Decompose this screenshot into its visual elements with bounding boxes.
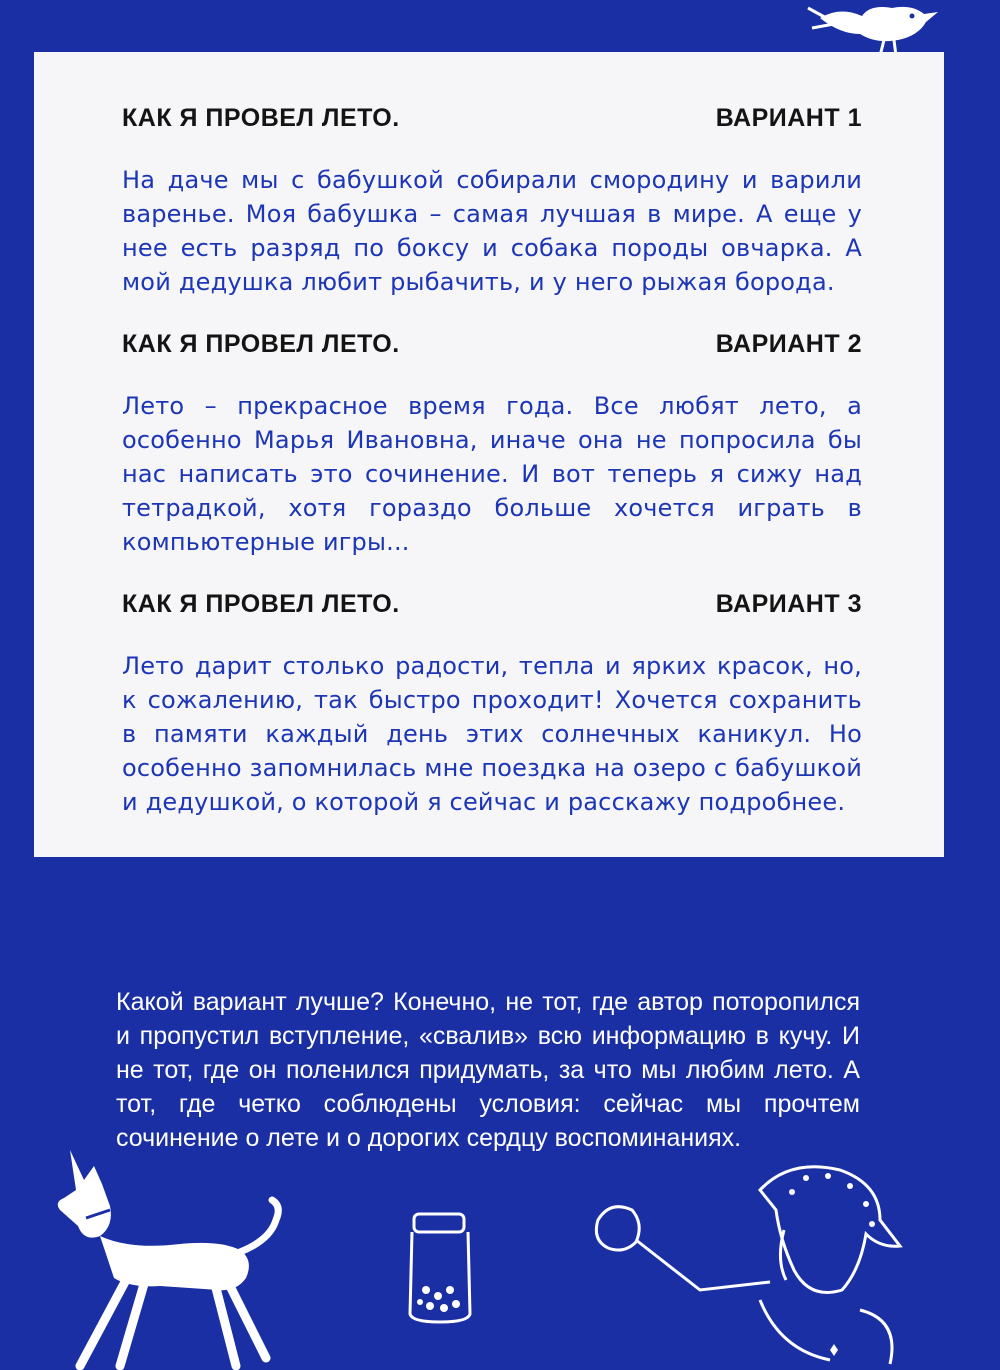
variant-title: КАК Я ПРОВЕЛ ЛЕТО. — [122, 330, 400, 358]
variant-label: ВАРИАНТ 3 — [715, 590, 862, 618]
variant-text: Лето дарит столько радости, тепла и ярких красок, но, к сожалению, так быстро проходит! Хочется сохранить в памяти каждый день этих солнечных каникул. Но особенно запомнилась мне поездка на озеро с бабушкой и дедушкой, о которой я сейчас и расскажу подробнее. — [122, 652, 862, 816]
variant-title: КАК Я ПРОВЕЛ ЛЕТО. — [122, 104, 400, 132]
variant-text: На даче мы с бабушкой собирали смородину и варили варенье. Моя бабушка – самая лучшая в мире. А еще у нее есть разряд по боксу и собака породы овчарка. А мой дедушка любит рыбачить, и у него рыжая борода. — [122, 166, 862, 296]
grandma-boxer-illustration — [580, 1150, 910, 1370]
dog-illustration — [40, 1140, 300, 1370]
conclusion-paragraph: Какой вариант лучше? Конечно, не тот, где автор поторопился и пропустил вступление, «свалив» всю информацию в кучу. И не тот, где он поленился придумать, за что мы любим лето. А тот, где четко соблюдены условия: сейчас мы прочтем сочинение о лете и о дорогих сердцу воспоминаниях. — [116, 988, 860, 1152]
variant-label: ВАРИАНТ 2 — [715, 330, 862, 358]
variant-label: ВАРИАНТ 1 — [715, 104, 862, 132]
essay-variants-card — [34, 52, 944, 857]
variant-1 — [122, 104, 862, 299]
variant-title: КАК Я ПРОВЕЛ ЛЕТО. — [122, 590, 400, 618]
variant-text: Лето – прекрасное время года. Все любят лето, а особенно Марья Ивановна, иначе она не попросила бы нас написать это сочинение. И вот теперь я сижу над тетрадкой, хотя гораздо больше хочется играть в компьютерные игры... — [122, 392, 862, 556]
variant-2 — [122, 330, 862, 559]
jar-illustration — [400, 1210, 480, 1325]
variant-3 — [122, 590, 862, 819]
bird-illustration — [800, 0, 940, 60]
